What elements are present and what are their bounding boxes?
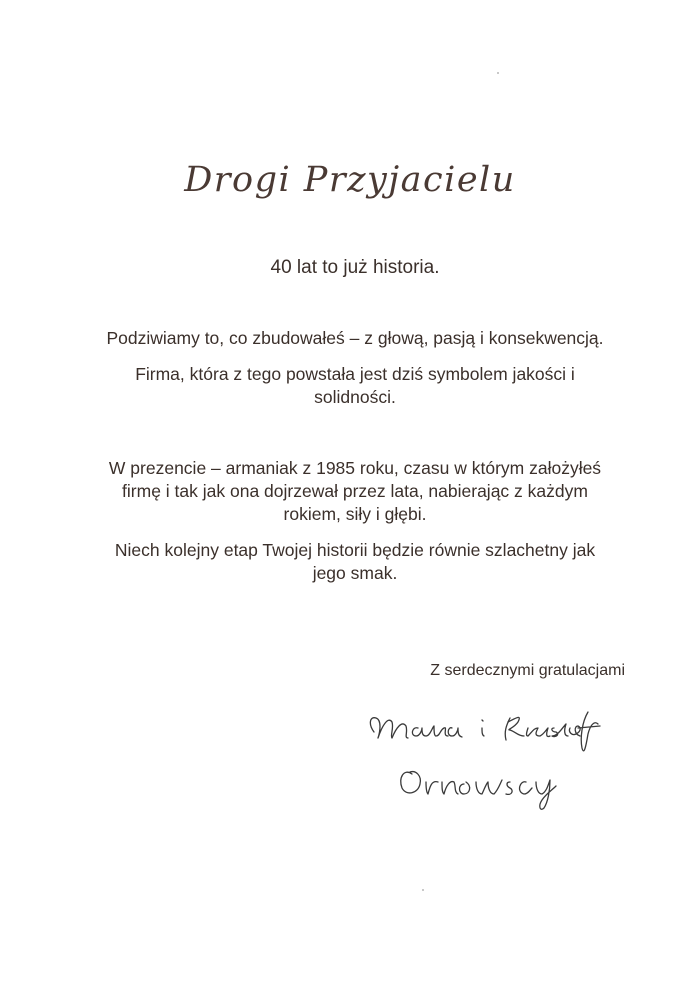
letter-subtitle: 40 lat to już historia. [270,257,440,278]
paragraph-4-line-1: Niech kolejny etap Twojej historii będzie równie szlachetny jak [114,540,596,560]
paragraph-4-line-2: jego smak. [312,563,398,583]
paragraph-3-line-2: firmę i tak jak ona dojrzewał przez lata, nabierając z każdym [122,481,588,501]
closing-greeting: Z serdecznymi gratulacjami [430,662,625,679]
paragraph-3-line-1: W prezencie – armaniak z 1985 roku, czasu w którym założyłeś [108,458,602,478]
paper-speck [497,72,499,74]
paragraph-1: Podziwiamy to, co zbudowałeś – z głową, pasją i konsekwencją. [106,328,604,348]
paper-speck [422,889,424,891]
paragraph-3-line-3: rokiem, siły i głębi. [283,504,427,524]
paragraph-2-line-1: Firma, która z tego powstała jest dziś symbolem jakości i [135,364,575,384]
letter-title: Drogi Przyjacielu [184,160,516,200]
paragraph-2-line-2: solidności. [314,387,396,407]
handwritten-signature [360,702,630,812]
